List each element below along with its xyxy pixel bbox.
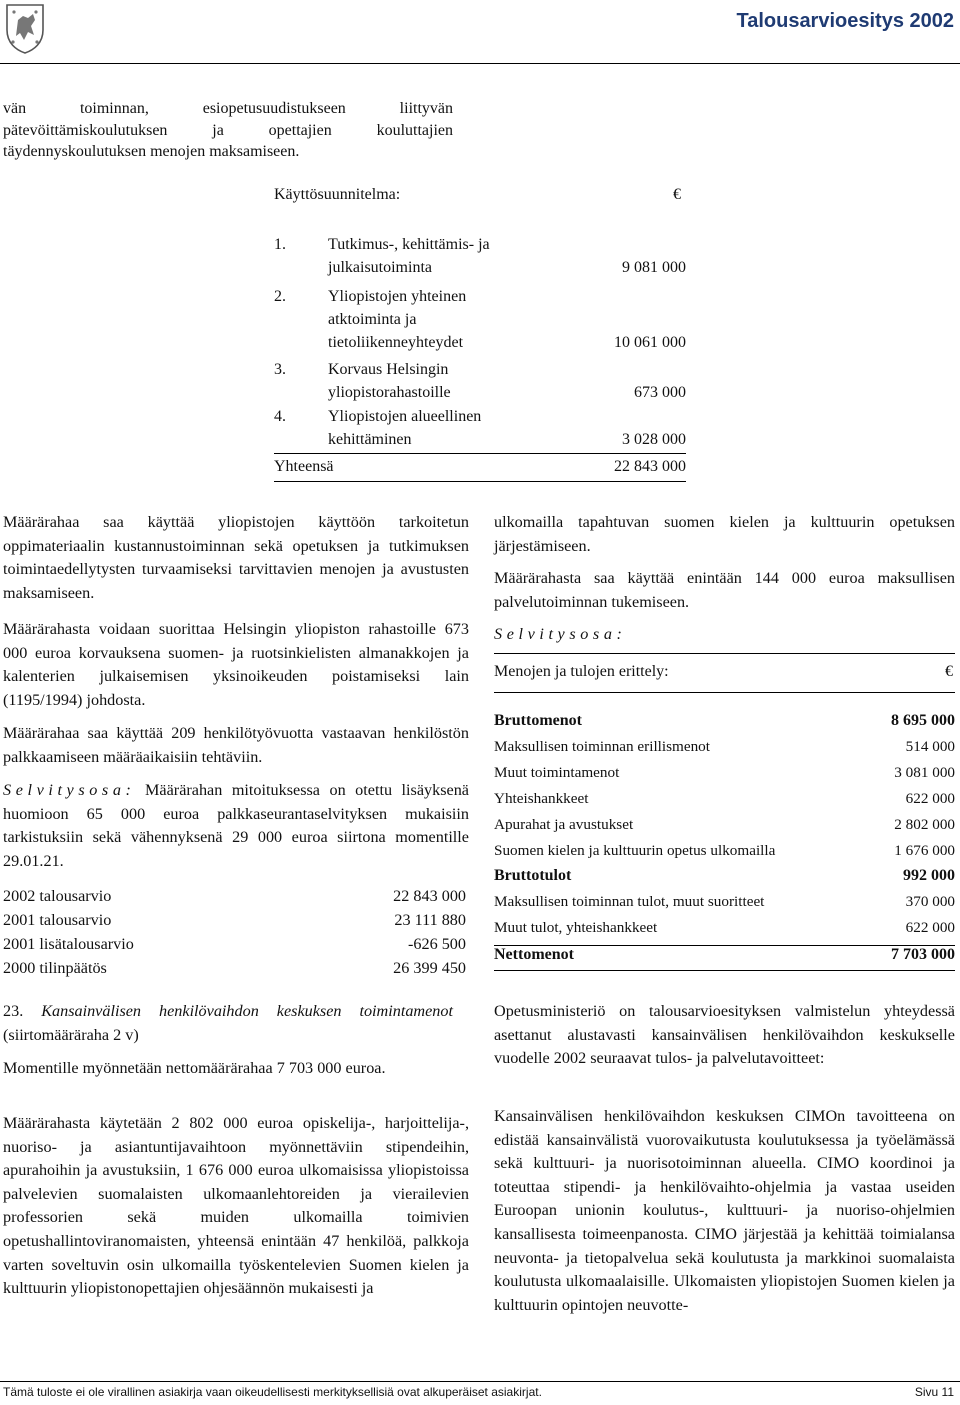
row-label: Maksullisen toiminnan tulot, muut suoritteet [494, 893, 765, 910]
paragraph: Määrärahaa saa käyttää 209 henkilötyövuotta vastaavan henkilöstön palkkaamiseen määräaikaisiin tehtäviin. [3, 724, 469, 766]
allocation-item [274, 233, 686, 279]
table-row [494, 790, 955, 816]
paragraph: Kansainvälisen henkilövaihdon keskuksen CIMOn tavoitteena on edistää kansainvälistä vuorovaikutusta koulutuksessa ja työelämässä sekä kulttuuri- ja nuorisotoiminnan alueella. CIMO koordinoi ja toteuttaa stipendi- ja henkilövaihto-ohjelmia ja vastaa useiden Euroopan unionin koulutus-, kulttuuri- ja nuoriso-ohjelmien kansallisesta toimeenpanosta. CIMO järjestää ja kehittää toimialansa neuvonta- ja tietopalvelua sekä koulutusta ja markkinoi suomalaista koulutusta ulkomaalaisille. Ulkomaisten yliopistojen Suomen kielen ja kulttuurin opintojen neuvotte- [494, 1107, 955, 1314]
budget-amount: 22 843 000 [393, 887, 466, 905]
budget-row [3, 959, 466, 978]
budget-row [3, 935, 466, 954]
row-label: Suomen kielen ja kulttuurin opetus ulkomailla [494, 842, 776, 859]
budget-label: 2001 talousarvio [3, 911, 112, 929]
row-label: Nettomenot [494, 946, 574, 963]
allocation-total-row [274, 453, 686, 482]
row-label: Maksullisen toiminnan erillismenot [494, 738, 710, 755]
budget-amount: 23 111 880 [394, 911, 466, 929]
allocation-amount: 3 028 000 [622, 431, 686, 448]
row-amount: 992 000 [903, 867, 955, 884]
row-label: Muut tulot, yhteishankkeet [494, 919, 658, 936]
document-title: Talousarvioesitys 2002 [736, 10, 954, 32]
row-amount: 1 676 000 [894, 842, 955, 859]
expense-table-header [494, 653, 955, 693]
budget-row [3, 887, 466, 906]
paragraph: Opetusministeriö on talousarvioesityksen valmistelun yhteydessä asettanut alustavasti kansainvälisen henkilövaihdon keskukselle vuodelle 2002 seuraavat tulos- ja palvelutavoitteet: [494, 1002, 955, 1068]
selvitysosa-label: Selvitysosa: [3, 781, 136, 799]
allocation-label: Yliopistojen yhteinen atktoiminta ja tietoliikenneyhteydet [328, 288, 467, 351]
allocation-label: Yliopistojen alueellinen kehittäminen [328, 408, 482, 448]
budget-label: 2002 talousarvio [3, 887, 112, 905]
table-row [494, 738, 955, 764]
paragraph: Määrärahasta käytetään 2 802 000 euroa opiskelija-, harjoittelija-, nuoriso- ja asiantuntijavaihtoon myönnettäviin stipendeihin, apurahoihin ja avustuksiin, 1 676 000 euroa ulkomaisissa yliopistoissa palvelevien suomalaisten ulkomaanlehtoreiden ja vierailevien professorien sekä muiden ulkomailla toimivien opetushallintoviranomaisten, yhteensä enintään 47 henkilöä, palkkoja varten soveltuvin osin ulkomailla työskentelevien Suomen kielen ja kulttuurin yliopistonopettajien ohjesäännön mukaisesti ja [3, 1114, 469, 1298]
page-number: Sivu 11 [914, 1385, 954, 1399]
allocation-total-label: Yhteensä [274, 458, 334, 475]
budget-label: 2000 tilinpäätös [3, 959, 107, 977]
allocation-item [274, 358, 686, 404]
allocation-amount: 9 081 000 [622, 259, 686, 276]
row-amount: 622 000 [905, 790, 955, 807]
budget-amount: -626 500 [408, 935, 466, 953]
table-row [494, 712, 955, 738]
table-row [494, 893, 955, 919]
allocation-label: Korvaus Helsingin yliopistorahastoille [328, 361, 451, 401]
row-amount: 514 000 [905, 738, 955, 755]
selvitysosa-text: Määrärahan mitoituksessa on otettu lisäyksenä huomioon 65 000 euroa palkkaseurantaselvityksen mukaisiin tarkistuksiin sekä vähennyksenä 29 000 euroa siirtona momentille 29.01.21. [3, 781, 469, 870]
row-amount: 2 802 000 [894, 816, 955, 833]
section-number: 23. [3, 1002, 24, 1020]
paragraph: ulkomailla tapahtuvan suomen kielen ja kulttuurin opetuksen järjestämiseen. [494, 513, 955, 555]
section-heading [3, 1000, 453, 1047]
table-row-total [494, 946, 955, 972]
allocation-total-amount: 22 843 000 [614, 458, 686, 475]
currency-label: € [945, 663, 953, 680]
selvitysosa-paragraph [3, 779, 469, 873]
row-amount: 622 000 [905, 919, 955, 936]
intro-paragraph: vän toiminnan, esiopetusuudistukseen liittyvän pätevöittämiskoulutuksen ja opettajien kouluttajien täydennyskoulutuksen menojen maksamiseen. [3, 100, 453, 160]
row-amount: 370 000 [905, 893, 955, 910]
allocation-number: 4. [274, 408, 286, 425]
currency-label: € [673, 186, 681, 203]
table-bottom-rule [494, 970, 955, 971]
row-amount: 8 695 000 [891, 712, 955, 729]
section-title: Kansainvälisen henkilövaihdon keskuksen toimintamenot [23, 1002, 453, 1020]
footer-disclaimer: Tämä tuloste ei ole virallinen asiakirja vaan oikeudellisesti merkityksellisiä ovat alkuperäiset asiakirjat. [3, 1385, 542, 1399]
allocation-number: 1. [274, 236, 286, 253]
table-row [494, 919, 955, 946]
budget-row [3, 911, 466, 930]
row-label: Bruttotulot [494, 867, 572, 884]
header-divider [0, 63, 960, 64]
paragraph: Momentille myönnetään nettomäärärahaa 7 703 000 euroa. [3, 1059, 386, 1077]
allocation-amount: 673 000 [634, 384, 686, 401]
row-label: Yhteishankkeet [494, 790, 589, 807]
table-row [494, 764, 955, 790]
row-label: Muut toimintamenot [494, 764, 620, 781]
table-row [494, 842, 955, 868]
allocation-item [274, 405, 686, 451]
allocation-number: 2. [274, 288, 286, 305]
budget-amount: 26 399 450 [393, 959, 466, 977]
section-suffix: (siirtomääräraha 2 v) [3, 1025, 139, 1044]
allocation-number: 3. [274, 361, 286, 378]
allocation-label: Tutkimus-, kehittämis- ja julkaisutoiminta [328, 236, 490, 276]
paragraph: Määrärahasta saa käyttää enintään 144 000 euroa maksullisen palvelutoiminnan tukemiseen. [494, 569, 955, 611]
selvitysosa-label: Selvitysosa: [494, 625, 627, 643]
row-label: Bruttomenot [494, 712, 582, 729]
coat-of-arms-icon [4, 2, 46, 54]
allocation-amount: 10 061 000 [614, 334, 686, 351]
paragraph: Määrärahasta voidaan suorittaa Helsingin yliopiston rahastoille 673 000 euroa korvauksena suomen- ja ruotsinkielisten almanakkojen ja kalenterien julkaisemisen yksinoikeuden poistamiseksi lain (1195/1994) johdosta. [3, 620, 469, 709]
table-row [494, 867, 955, 893]
row-amount: 3 081 000 [894, 764, 955, 781]
paragraph: Määrärahaa saa käyttää yliopistojen käyttöön tarkoitetun oppimateriaalin kustannustoiminnan sekä opetuksen ja tutkimuksen toimintaedellytysten turvaamiseksi tarvittavien menojen ja avustusten maksamiseen. [3, 513, 469, 602]
footer-divider [0, 1381, 960, 1382]
expense-table-title: Menojen ja tulojen erittely: [494, 663, 669, 680]
kayttosuunnitelma-label: Käyttösuunnitelma: [274, 186, 401, 203]
row-label: Apurahat ja avustukset [494, 816, 634, 833]
row-amount: 7 703 000 [891, 946, 955, 963]
budget-label: 2001 lisätalousarvio [3, 935, 134, 953]
allocation-item [274, 285, 686, 354]
table-row [494, 816, 955, 842]
